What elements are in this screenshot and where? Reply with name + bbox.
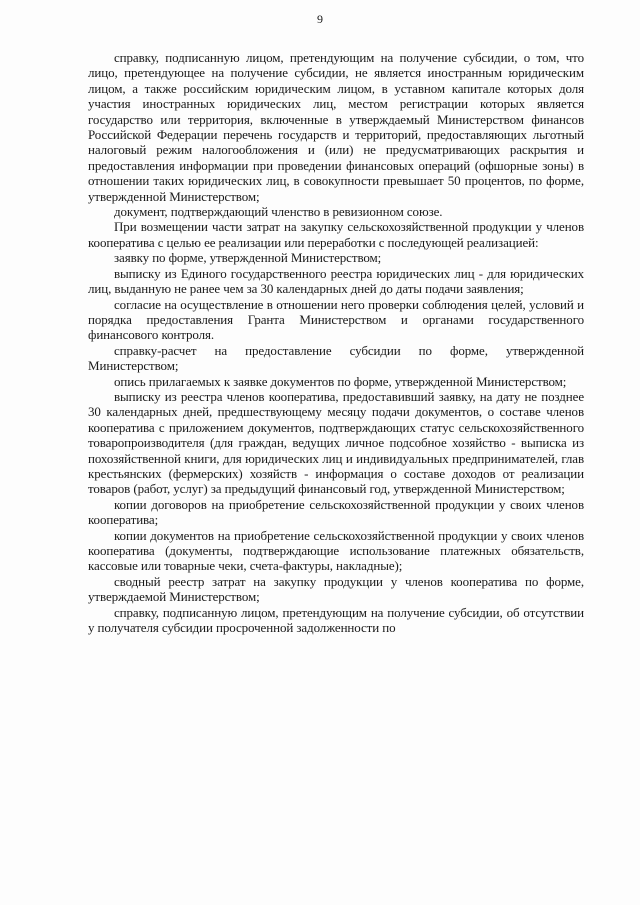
page-number: 9	[317, 12, 323, 26]
paragraph-5: выписку из Единого государственного реестра юридических лиц - для юридических лиц, выданную не ранее чем за 30 календарных дней до даты подачи заявления;	[88, 265, 584, 297]
paragraph-8: опись прилагаемых к заявке документов по форме, утвержденной Министерством;	[114, 373, 567, 389]
document-body	[88, 50, 584, 635]
paragraph-3: При возмещении части затрат на закупку сельскохозяйственной продукции у членов кооператива с целью ее реализации или переработки с последующей реализацией:	[88, 219, 584, 250]
paragraph-4: заявку по форме, утвержденной Министерством;	[114, 250, 382, 266]
paragraph-2: документ, подтверждающий членство в ревизионном союзе.	[114, 204, 443, 220]
paragraph-9: выписку из реестра членов кооператива, предоставивший заявку, на дату не позднее 30 календарных дней, предшествующему месяцу подачи документов, о составе членов кооператива с приложением документов, подтверждающих статус сельскохозяйственного товаропроизводителя (для граждан, ведущих личное подсобное хозяйство - выписка из похозяйственной книги, для юридических лиц и индивидуальных предпринимателей, глав крестьянских (фермерских) хозяйств - информация о составе доходов от реализации товаров (работ, услуг) за предыдущий финансовый год, утвержденной Министерством;	[88, 388, 584, 497]
paragraph-7: справку-расчет на предоставление субсидии по форме, утвержденной Министерством;	[88, 342, 584, 374]
paragraph-1: справку, подписанную лицом, претендующим на получение субсидии, о том, что лицо, претендующее на получение субсидии, не является иностранным юридическим лицом, а также российским юридическим лицом, в уставном капитале которых доля участия иностранных юридических лиц, местом регистрации которых является государство или территория, включенные в утверждаемый Министерством финансов Российской Федерации перечень государств и территорий, предоставляющих льготный налоговый режим налогообложения и (или) не предусматривающих раскрытия и предоставления информации при проведении финансовых операций (офшорные зоны) в отношении таких юридических лиц, в совокупности превышает 50 процентов, по форме, утвержденной Министерством;	[88, 50, 584, 204]
paragraph-11: копии документов на приобретение сельскохозяйственной продукции у своих членов кооператива (документы, подтверждающие использование платежных обязательств, кассовые или товарные чеки, счета-фактуры, накладные);	[88, 527, 584, 574]
paragraph-10: копии договоров на приобретение сельскохозяйственной продукции у своих членов кооператива;	[88, 496, 584, 528]
paragraph-13: справку, подписанную лицом, претендующим на получение субсидии, об отсутствии у получателя субсидии просроченной задолженности по	[88, 604, 584, 636]
paragraph-12: сводный реестр затрат на закупку продукции у членов кооператива по форме, утверждаемой Министерством;	[88, 573, 584, 605]
paragraph-6: согласие на осуществление в отношении него проверки соблюдения целей, условий и порядка предоставления Гранта Министерством и органами государственного финансового контроля.	[88, 296, 584, 343]
